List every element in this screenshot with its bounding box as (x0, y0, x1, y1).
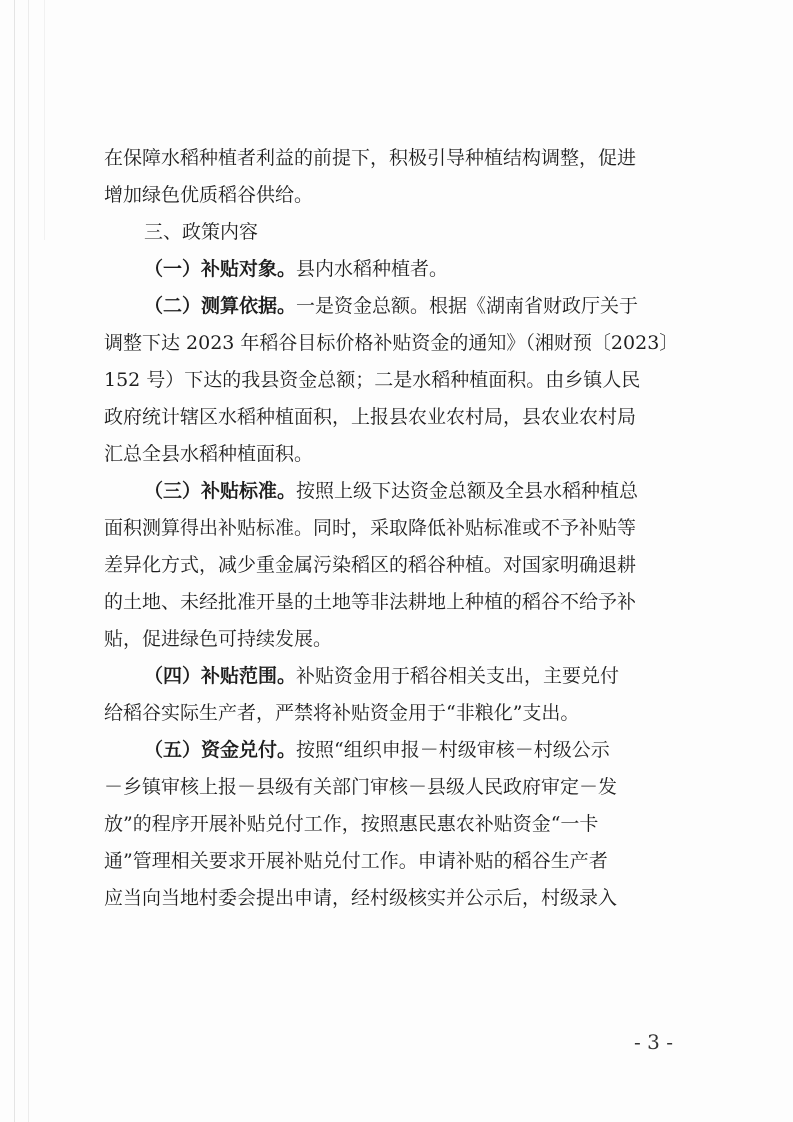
item-heading: （五）资金兑付。 (144, 739, 297, 761)
paragraph-line (104, 325, 694, 362)
line-text: 的土地、未经批准开垦的土地等非法耕地上种植的稻谷不给予补 (104, 591, 637, 613)
paragraph-line (104, 547, 694, 584)
line-text: 应当向当地村委会提出申请，经村级核实并公示后，村级录入 (104, 887, 618, 909)
paragraph-line (104, 806, 694, 843)
line-text: 差异化方式，减少重金属污染稻区的稻谷种植。对国家明确退耕 (104, 554, 637, 576)
section-heading (104, 214, 694, 251)
line-text: 按照上级下达资金总额及全县水稻种植总 (296, 480, 639, 502)
scan-edge-line (28, 0, 29, 1122)
line-text: －乡镇审核上报－县级有关部门审核－县级人民政府审定－发 (104, 776, 618, 798)
body-text (104, 140, 694, 917)
paragraph-line (104, 769, 694, 806)
paragraph-line (104, 584, 694, 621)
item-heading: （三）补贴标准。 (144, 480, 297, 502)
line-text: 给稻谷实际生产者，严禁将补贴资金用于“非粮化”支出。 (104, 702, 580, 724)
paragraph-line (104, 880, 694, 917)
line-text: 增加绿色优质稻谷供给。 (104, 184, 314, 206)
heading-text: 三、政策内容 (144, 221, 259, 243)
item-heading: （一）补贴对象。 (144, 258, 297, 280)
line-text: 按照“组织申报－村级审核－村级公示 (296, 739, 610, 761)
page-number: - 3 - (634, 1030, 673, 1054)
line-text: 县内水稻种植者。 (296, 258, 449, 280)
paragraph-line (104, 658, 694, 695)
item-heading: （四）补贴范围。 (144, 665, 297, 687)
line-text: 152 号）下达的我县资金总额；二是水稻种植面积。由乡镇人民 (104, 369, 641, 391)
line-text: 通”管理相关要求开展补贴兑付工作。申请补贴的稻谷生产者 (104, 850, 608, 872)
line-text: 一是资金总额。根据《湖南省财政厅关于 (296, 295, 639, 317)
line-text: 政府统计辖区水稻种植面积，上报县农业农村局，县农业农村局 (104, 406, 637, 428)
paragraph-line (104, 843, 694, 880)
paragraph-line (104, 473, 694, 510)
line-text: 补贴资金用于稻谷相关支出，主要兑付 (296, 665, 620, 687)
paragraph-line (104, 140, 694, 177)
paragraph-line (104, 621, 694, 658)
paragraph-line (104, 399, 694, 436)
line-text: 调整下达 2023 年稻谷目标价格补贴资金的通知》（湘财预〔2023〕 (104, 332, 679, 354)
paragraph-line (104, 436, 694, 473)
line-text: 在保障水稻种植者利益的前提下，积极引导种植结构调整，促进 (104, 147, 637, 169)
item-heading: （二）测算依据。 (144, 295, 297, 317)
paragraph-line (104, 177, 694, 214)
paragraph-line (104, 288, 694, 325)
scan-edge-line (44, 0, 45, 240)
scan-edge-line (14, 0, 15, 1122)
paragraph-line (104, 695, 694, 732)
line-text: 汇总全县水稻种植面积。 (104, 443, 314, 465)
paragraph-line (104, 251, 694, 288)
line-text: 放”的程序开展补贴兑付工作，按照惠民惠农补贴资金“一卡 (104, 813, 599, 835)
paragraph-line (104, 510, 694, 547)
line-text: 面积测算得出补贴标准。同时，采取降低补贴标准或不予补贴等 (104, 517, 637, 539)
paragraph-line (104, 362, 694, 399)
paragraph-line (104, 732, 694, 769)
line-text: 贴，促进绿色可持续发展。 (104, 628, 333, 650)
